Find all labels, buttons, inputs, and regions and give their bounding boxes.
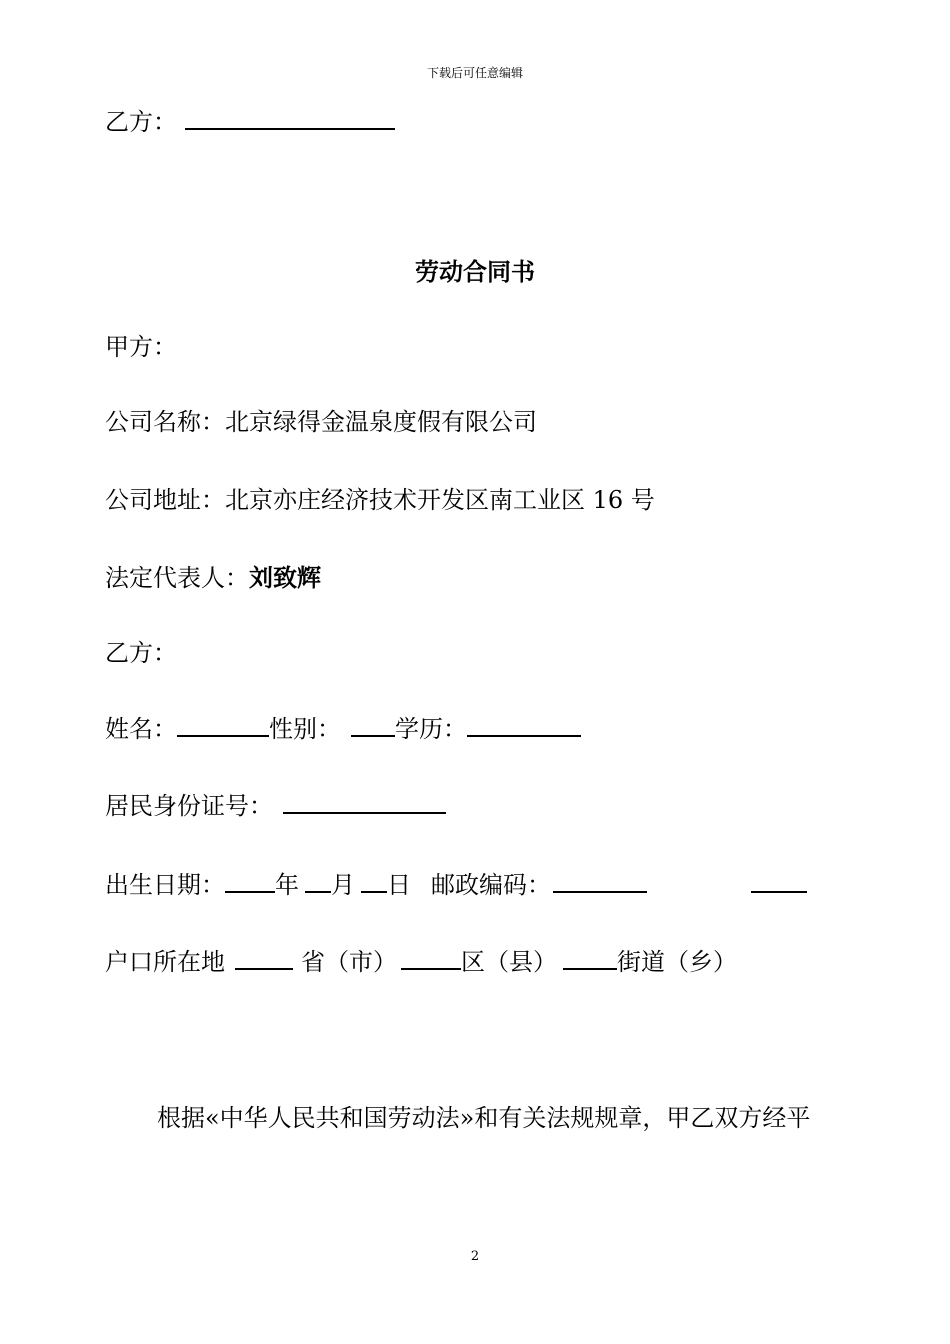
street-label: 街道（乡） bbox=[617, 948, 737, 976]
header-note: 下载后可任意编辑 bbox=[426, 66, 523, 80]
postcode-label: 邮政编码： bbox=[431, 871, 551, 899]
party-b-label: 乙方： bbox=[105, 639, 177, 667]
party-a-label: 甲方： bbox=[105, 333, 177, 361]
education-label: 学历： bbox=[395, 715, 467, 743]
company-address-line bbox=[105, 484, 655, 516]
contract-paragraph: 根据«中华人民共和国劳动法»和有关法规规章，甲乙双方经平 bbox=[157, 1104, 811, 1132]
party-b-signature-blank bbox=[185, 106, 395, 130]
company-name-value: 北京绿得金温泉度假有限公司 bbox=[225, 408, 537, 436]
hukou-label: 户口所在地 bbox=[105, 948, 225, 976]
extra-blank bbox=[751, 869, 807, 893]
id-number-line bbox=[105, 790, 446, 822]
month-label: 月 bbox=[331, 871, 355, 899]
district-blank bbox=[401, 946, 461, 970]
name-blank bbox=[177, 713, 269, 737]
year-label: 年 bbox=[275, 871, 299, 899]
gender-blank bbox=[351, 713, 395, 737]
hukou-line bbox=[105, 946, 737, 978]
birth-label: 出生日期： bbox=[105, 871, 225, 899]
birth-day-blank bbox=[361, 869, 387, 893]
birth-date-line bbox=[105, 869, 807, 901]
street-blank bbox=[563, 946, 617, 970]
party-b-signature-line bbox=[105, 106, 395, 138]
company-name-label: 公司名称： bbox=[105, 408, 225, 436]
postcode-blank bbox=[553, 869, 647, 893]
gender-label: 性别： bbox=[269, 715, 341, 743]
document-title: 劳动合同书 bbox=[415, 257, 535, 286]
company-address-value: 北京亦庄经济技术开发区南工业区 16 号 bbox=[225, 486, 655, 514]
day-label: 日 bbox=[387, 871, 411, 899]
education-blank bbox=[467, 713, 581, 737]
id-blank bbox=[283, 790, 446, 814]
province-blank bbox=[235, 946, 293, 970]
party-b-top-label: 乙方： bbox=[105, 108, 177, 136]
birth-month-blank bbox=[305, 869, 331, 893]
company-address-label: 公司地址： bbox=[105, 486, 225, 514]
district-label: 区（县） bbox=[461, 948, 557, 976]
province-label: 省（市） bbox=[301, 948, 397, 976]
birth-year-blank bbox=[225, 869, 275, 893]
legal-rep-label: 法定代表人： bbox=[105, 564, 249, 592]
company-name-line bbox=[105, 406, 537, 438]
personal-info-line bbox=[105, 713, 581, 745]
page-number: 2 bbox=[470, 1249, 480, 1264]
legal-rep-line bbox=[105, 562, 321, 594]
legal-rep-value: 刘致辉 bbox=[249, 563, 321, 592]
name-label: 姓名： bbox=[105, 715, 177, 743]
id-label: 居民身份证号： bbox=[105, 792, 273, 820]
